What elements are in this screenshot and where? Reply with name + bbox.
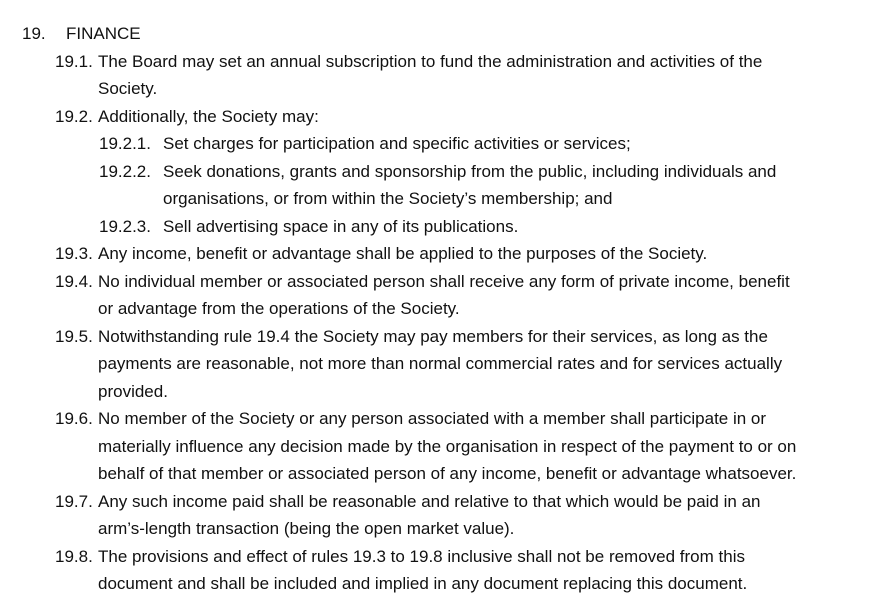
clause-line: Any such income paid shall be reasonable and relative to that which would be paid in an [98,491,761,511]
clause-19-7 [0,488,882,543]
clause-number: 19.2. [55,106,93,126]
clause-line: Any income, benefit or advantage shall be applied to the purposes of the Society. [98,244,708,263]
subclause-number: 19.2.3. [99,216,151,236]
clause-line: The provisions and effect of rules 19.3 to 19.8 inclusive shall not be removed from this [98,546,745,566]
subclause-19-2-3 [0,213,882,241]
subclause-line: organisations, or from within the Society’s membership; and [163,189,613,208]
subclause-19-2-1 [0,130,882,158]
document-page [0,20,882,598]
clause-19-4 [0,268,882,323]
clause-number: 19.7. [55,491,93,511]
subclause-line: Sell advertising space in any of its publications. [163,216,519,236]
clause-number: 19.6. [55,409,93,428]
section-number: 19. [22,24,46,43]
subclause-line: Seek donations, grants and sponsorship from the public, including individuals and [163,161,777,181]
clause-line: Notwithstanding rule 19.4 the Society may pay members for their services, as long as the [98,326,768,346]
clause-line: The Board may set an annual subscription to fund the administration and activities of the [98,51,763,71]
clause-line: No individual member or associated person shall receive any form of private income, benefit [98,271,790,291]
clause-19-2 [0,103,882,131]
clause-line: materially influence any decision made by the organisation in respect of the payment to or on [98,436,797,456]
subclause-number: 19.2.1. [99,134,151,153]
clause-line: Additionally, the Society may: [98,106,319,126]
clause-19-6 [0,405,882,488]
clause-line: Society. [98,79,158,98]
clause-number: 19.5. [55,326,93,346]
clause-19-1 [0,48,882,103]
clause-line: provided. [98,381,168,401]
clause-number: 19.1. [55,51,93,71]
clause-19-3 [0,240,882,268]
subclause-number: 19.2.2. [99,161,151,181]
clause-line: behalf of that member or associated person of any income, benefit or advantage whatsoever. [98,464,797,483]
subclause-line: Set charges for participation and specific activities or services; [163,134,631,153]
clause-number: 19.4. [55,271,93,291]
subclause-19-2-2 [0,158,882,213]
clause-line: No member of the Society or any person associated with a member shall participate in or [98,409,767,428]
clause-number: 19.8. [55,546,93,566]
clause-number: 19.3. [55,244,93,263]
clause-line: document and shall be included and implied in any document replacing this document. [98,574,748,593]
clause-line: payments are reasonable, not more than normal commercial rates and for services actually [98,354,783,373]
clause-19-8 [0,543,882,598]
clause-line: or advantage from the operations of the Society. [98,299,460,318]
section-title: FINANCE [66,24,141,43]
clause-line: arm’s-length transaction (being the open market value). [98,519,515,538]
clause-19-5 [0,323,882,406]
section-heading [0,20,882,48]
